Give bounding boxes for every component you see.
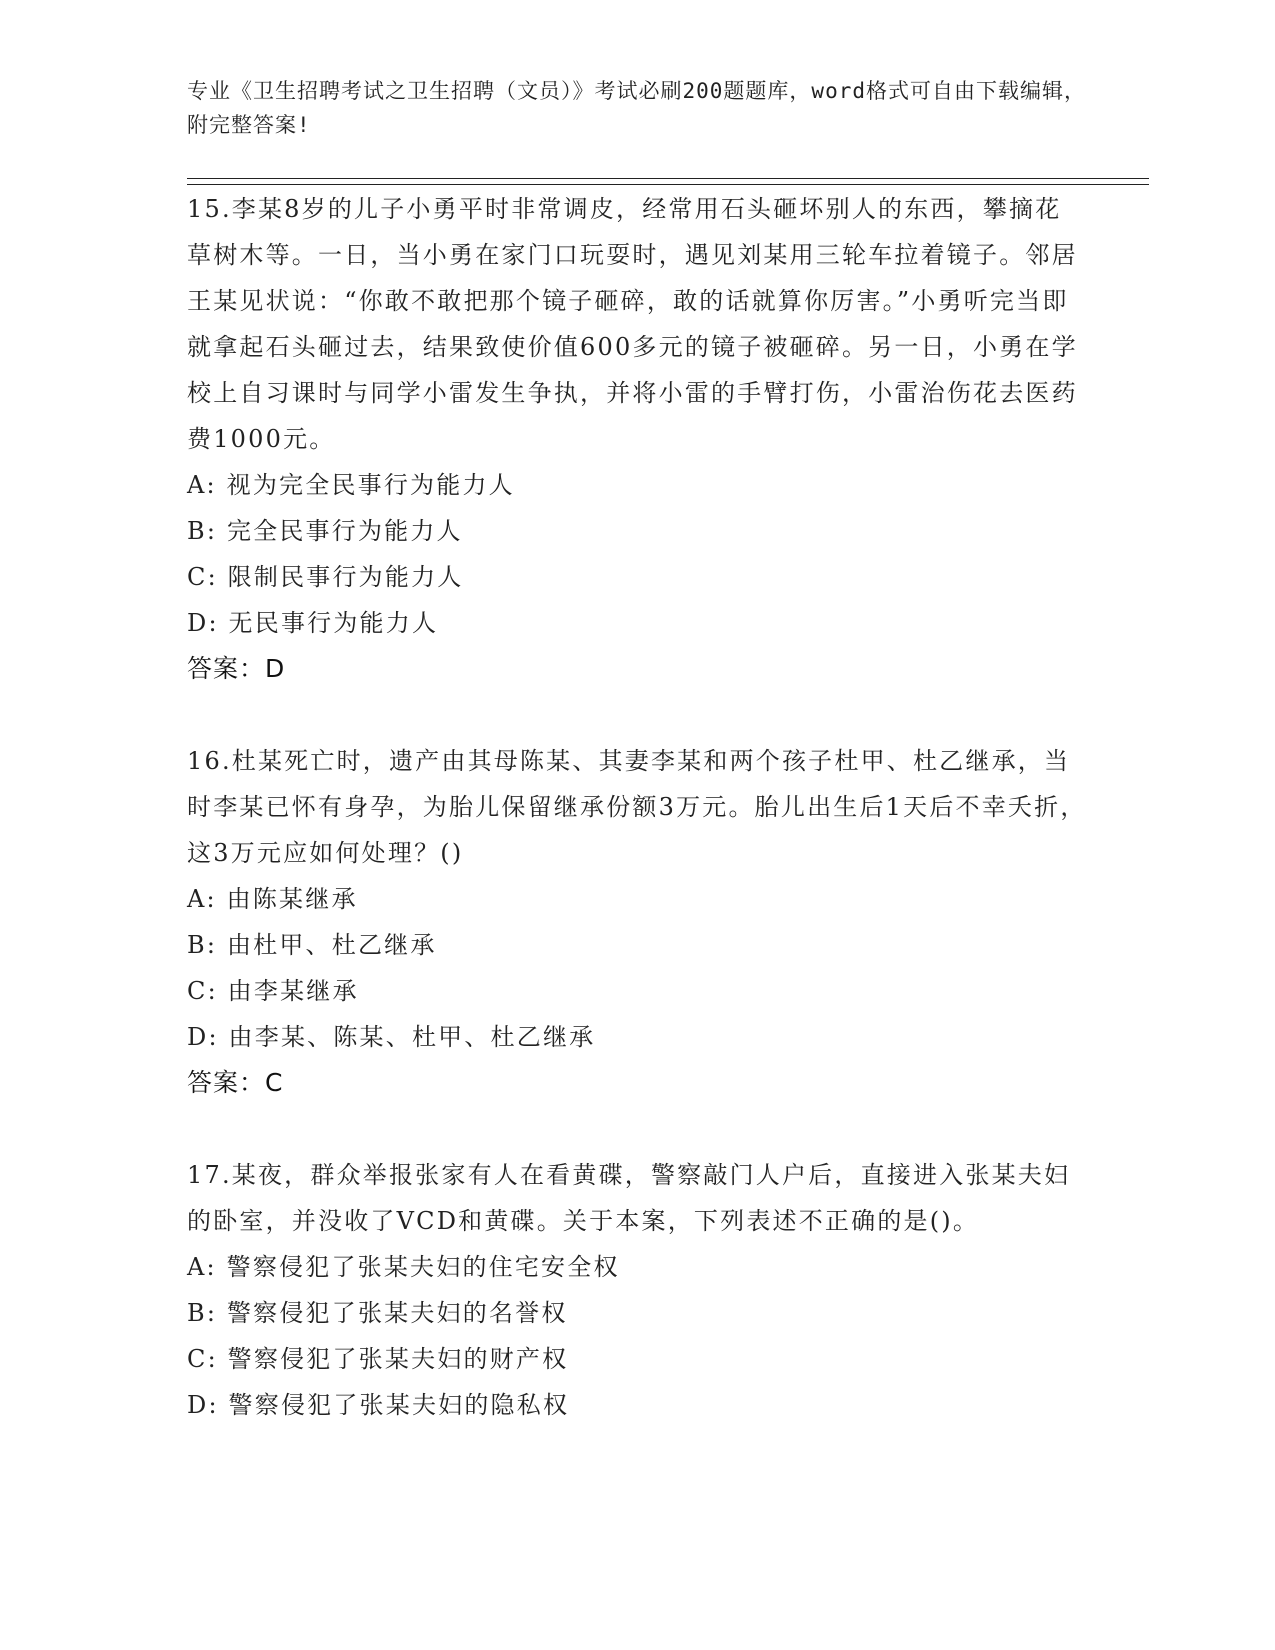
question-15 <box>187 186 1087 692</box>
option-b: B: 警察侵犯了张某夫妇的名誉权 <box>187 1299 568 1327</box>
question-stem: 15.李某8岁的儿子小勇平时非常调皮，经常用石头砸坏别人的东西，攀摘花草树木等。一日，当小勇在家门口玩耍时，遇见刘某用三轮车拉着镜子。邻居王某见状说：“你敢不敢把那个镜子砸碎，敢的话就算你厉害。”小勇听完当即就拿起石头砸过去，结果致使价值600多元的镜子被砸碎。另一日，小勇在学校上自习课时与同学小雷发生争执，并将小雷的手臂打伤，小雷治伤花去医药费1000元。 <box>187 195 1078 453</box>
option-c: C: 警察侵犯了张某夫妇的财产权 <box>187 1345 569 1373</box>
question-16 <box>187 738 1087 1106</box>
option-d: D: 无民事行为能力人 <box>187 609 439 637</box>
question-stem: 17.某夜，群众举报张家有人在看黄碟，警察敲门人户后，直接进入张某夫妇的卧室，并没收了VCD和黄碟。关于本案，下列表述不正确的是()。 <box>187 1161 1071 1235</box>
option-c: C: 限制民事行为能力人 <box>187 563 464 591</box>
option-a: A: 视为完全民事行为能力人 <box>187 471 515 499</box>
question-spacer <box>187 1106 1087 1152</box>
header-rule-top <box>187 178 1149 179</box>
answer-label: 答案：C <box>187 1068 284 1097</box>
answer-label: 答案：D <box>187 654 286 683</box>
option-b: B: 完全民事行为能力人 <box>187 517 463 545</box>
question-list <box>187 186 1087 1428</box>
option-d: D: 由李某、陈某、杜甲、杜乙继承 <box>187 1023 596 1051</box>
option-d: D: 警察侵犯了张某夫妇的隐私权 <box>187 1391 570 1419</box>
option-a: A: 警察侵犯了张某夫妇的住宅安全权 <box>187 1253 620 1281</box>
question-17 <box>187 1152 1087 1428</box>
document-header: 专业《卫生招聘考试之卫生招聘（文员）》考试必刷200题题库，word格式可自由下载编辑，附完整答案! <box>187 79 1086 137</box>
question-stem: 16.杜某死亡时，遗产由其母陈某、其妻李某和两个孩子杜甲、杜乙继承，当时李某已怀有身孕，为胎儿保留继承份额3万元。胎儿出生后1天后不幸夭折，这3万元应如何处理？() <box>187 747 1087 867</box>
header-rule-bottom <box>187 184 1149 185</box>
option-b: B: 由杜甲、杜乙继承 <box>187 931 437 959</box>
option-a: A: 由陈某继承 <box>187 885 358 913</box>
option-c: C: 由李某继承 <box>187 977 359 1005</box>
question-spacer <box>187 692 1087 738</box>
